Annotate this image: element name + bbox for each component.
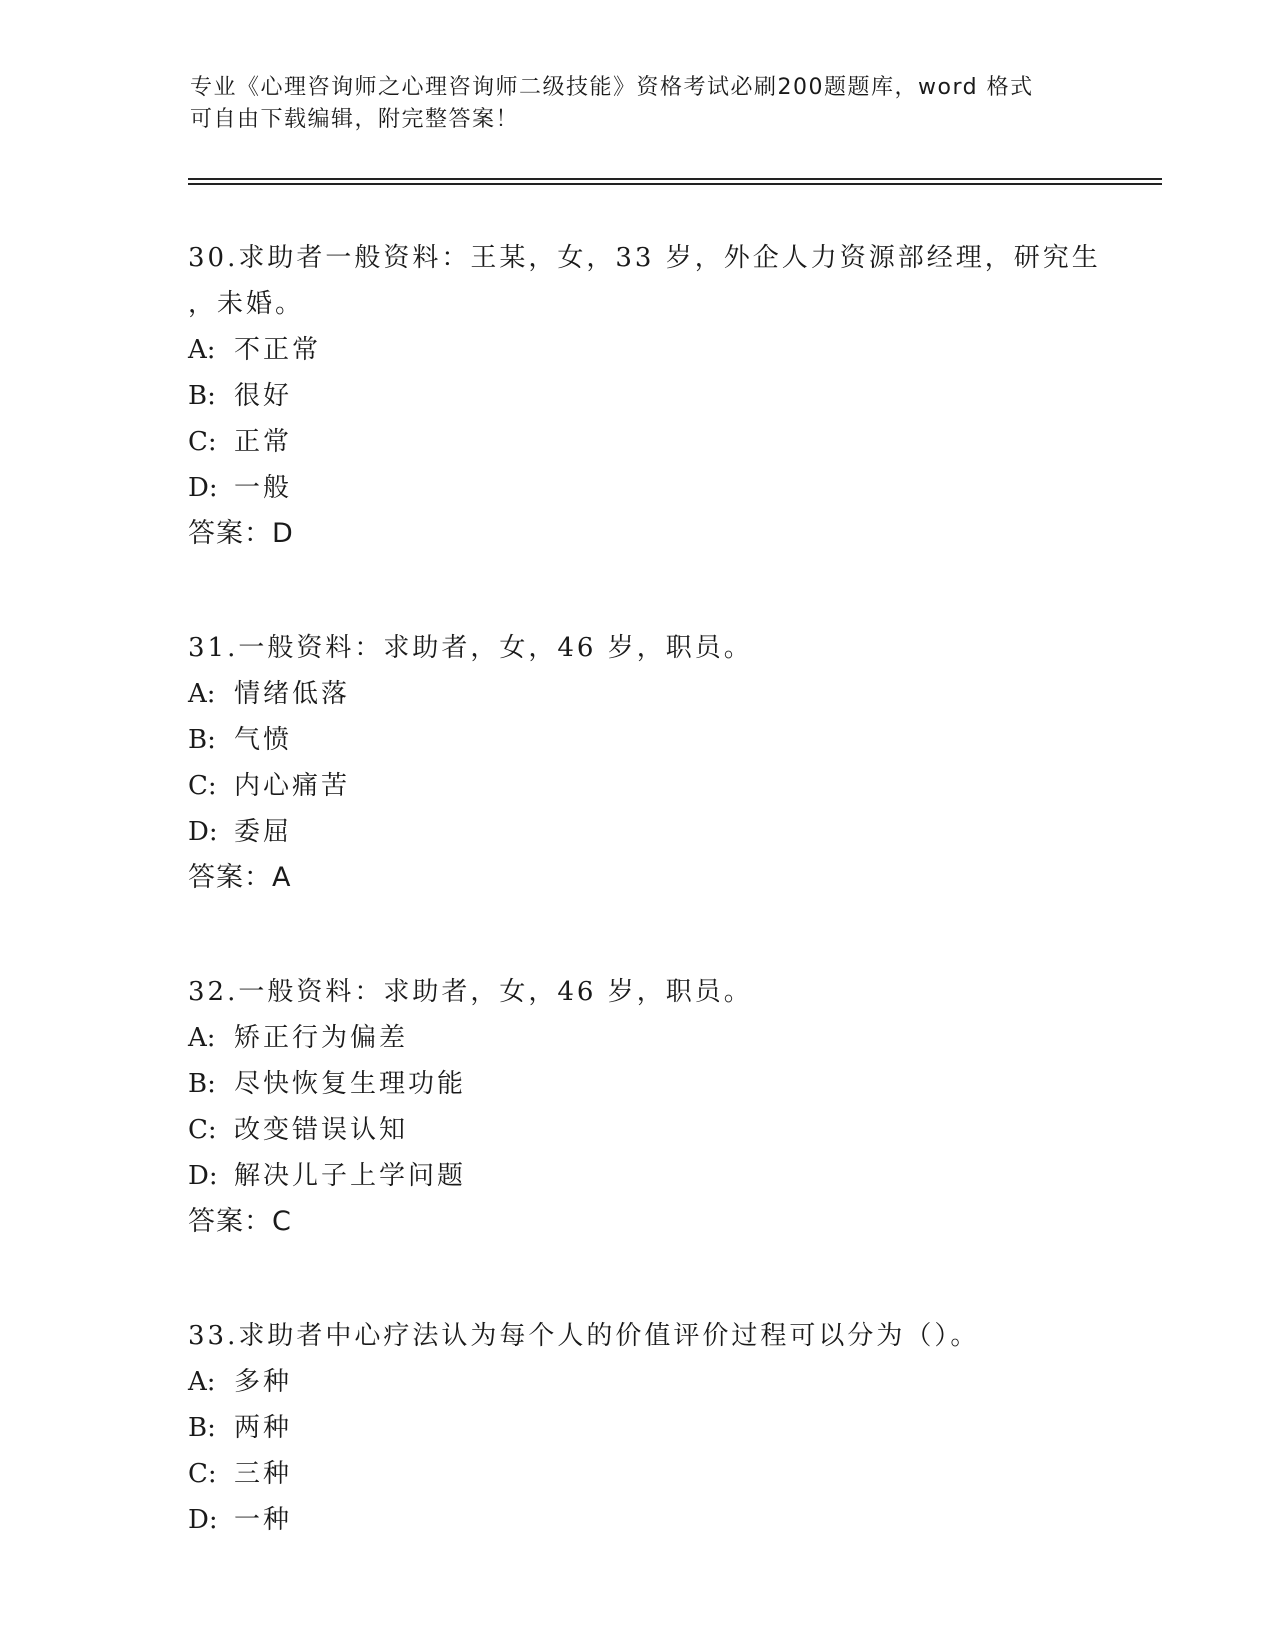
- header-line-2: 可自由下载编辑，附完整答案！: [190, 107, 520, 132]
- question-30: [188, 235, 1188, 557]
- option-key: B:: [188, 1413, 216, 1443]
- option-text: 解决儿子上学问题: [234, 1161, 467, 1191]
- option-text: 很好: [234, 381, 293, 411]
- option-d: [188, 1497, 1188, 1543]
- option-text: 一种: [234, 1505, 293, 1535]
- option-c: [188, 763, 1188, 809]
- header-divider-top: [188, 178, 1162, 180]
- option-text: 矫正行为偏差: [234, 1023, 409, 1053]
- option-key: D:: [188, 817, 218, 847]
- option-b: [188, 1061, 1188, 1107]
- option-a: [188, 327, 1188, 373]
- option-b: [188, 373, 1188, 419]
- answer-label: 答案：D: [188, 518, 294, 549]
- option-d: [188, 809, 1188, 855]
- option-key: D:: [188, 1505, 218, 1535]
- option-key: B:: [188, 725, 216, 755]
- option-d: [188, 1153, 1188, 1199]
- option-b: [188, 1405, 1188, 1451]
- option-key: D:: [188, 473, 218, 503]
- option-text: 三种: [234, 1459, 293, 1489]
- option-d: [188, 465, 1188, 511]
- question-32: [188, 969, 1188, 1245]
- option-text: 改变错误认知: [234, 1115, 409, 1145]
- option-text: 尽快恢复生理功能: [234, 1069, 467, 1099]
- option-text: 两种: [234, 1413, 293, 1443]
- question-stem: 32.一般资料：求助者，女，46 岁，职员。: [188, 977, 753, 1007]
- answer-label: 答案：C: [188, 1206, 292, 1237]
- question-stem: 33.求助者中心疗法认为每个人的价值评价过程可以分为（）。: [188, 1321, 980, 1351]
- option-key: B:: [188, 1069, 216, 1099]
- option-c: [188, 1107, 1188, 1153]
- question-31: [188, 625, 1188, 901]
- option-c: [188, 419, 1188, 465]
- document-header: [190, 72, 1090, 136]
- option-a: [188, 671, 1188, 717]
- option-key: A:: [188, 1367, 216, 1397]
- question-stem: 30.求助者一般资料：王某，女，33 岁，外企人力资源部经理，研究生: [188, 243, 1101, 273]
- option-key: C:: [188, 771, 217, 801]
- option-key: A:: [188, 679, 216, 709]
- header-line-1: 专业《心理咨询师之心理咨询师二级技能》资格考试必刷200题题库，word 格式: [190, 75, 1034, 100]
- question-33: [188, 1313, 1188, 1543]
- question-stem-continued: ，未婚。: [188, 289, 305, 319]
- question-list: [188, 235, 1188, 1611]
- option-text: 正常: [234, 427, 293, 457]
- option-key: D:: [188, 1161, 218, 1191]
- option-text: 气愤: [234, 725, 293, 755]
- option-text: 不正常: [234, 335, 322, 365]
- option-key: B:: [188, 381, 216, 411]
- option-c: [188, 1451, 1188, 1497]
- option-text: 委屈: [234, 817, 293, 847]
- option-text: 一般: [234, 473, 293, 503]
- option-a: [188, 1015, 1188, 1061]
- option-key: C:: [188, 1459, 217, 1489]
- question-stem: 31.一般资料：求助者，女，46 岁，职员。: [188, 633, 753, 663]
- option-key: A:: [188, 1023, 216, 1053]
- option-text: 多种: [234, 1367, 293, 1397]
- option-key: A:: [188, 335, 216, 365]
- option-text: 情绪低落: [234, 679, 351, 709]
- option-key: C:: [188, 427, 217, 457]
- header-divider-bottom: [188, 183, 1162, 185]
- answer-label: 答案：A: [188, 862, 292, 893]
- option-key: C:: [188, 1115, 217, 1145]
- option-a: [188, 1359, 1188, 1405]
- option-b: [188, 717, 1188, 763]
- option-text: 内心痛苦: [234, 771, 351, 801]
